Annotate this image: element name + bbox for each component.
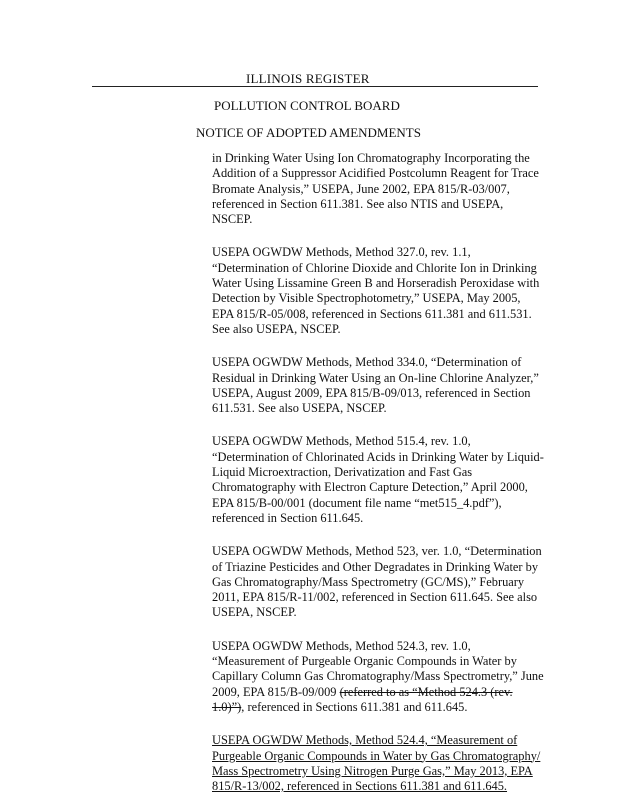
text-line: 611.531. See also USEPA, NSCEP. — [212, 401, 387, 416]
reference-paragraph-3 — [212, 355, 542, 416]
text-line: in Drinking Water Using Ion Chromatography Incorporating the — [212, 151, 530, 165]
text-segment: 2009, EPA 815/B-09/009 — [212, 684, 340, 699]
text-line: USEPA OGWDW Methods, Method 524.3, rev. 1.0, — [212, 638, 471, 653]
reference-paragraph-1 — [212, 151, 542, 227]
inserted-text-line: Mass Spectrometry Using Nitrogen Purge Gas,” May 2013, EPA — [212, 763, 533, 778]
inserted-text-line: Purgeable Organic Compounds in Water by Gas Chromatography/ — [212, 748, 541, 763]
inserted-text-line: USEPA OGWDW Methods, Method 524.4, “Measurement of — [212, 733, 518, 748]
text-line: referenced in Section 611.381. See also NTIS and USEPA, — [212, 196, 504, 211]
text-line: Residual in Drinking Water Using an On-line Chlorine Analyzer,” — [212, 370, 539, 385]
text-line: Chromatography with Electron Capture Detection,” April 2000, — [212, 480, 528, 495]
text-line: Water Using Lissamine Green B and Horseradish Peroxidase with — [212, 276, 540, 291]
reference-paragraph-6 — [212, 639, 542, 715]
text-line: Capillary Column Gas Chromatography/Mass Spectrometry,” June — [212, 669, 544, 684]
text-segment: , referenced in Sections 611.381 and 611.645. — [241, 699, 468, 714]
deleted-text: (referred to as “Method 524.3 (rev. — [339, 684, 513, 699]
document-body — [212, 151, 542, 812]
notice-title: NOTICE OF ADOPTED AMENDMENTS — [196, 125, 421, 140]
text-line: EPA 815/R-05/008, referenced in Sections 611.381 and 611.531. — [212, 306, 532, 321]
text-line: Liquid Microextraction, Derivatization and Fast Gas — [212, 465, 473, 480]
text-line — [212, 685, 542, 700]
text-line: NSCEP. — [212, 212, 253, 227]
text-line: “Determination of Chlorine Dioxide and Chlorite Ion in Drinking — [212, 260, 537, 275]
inserted-text-line: 815/R-13/002, referenced in Sections 611.381 and 611.645. — [212, 779, 508, 794]
header-rule-left — [92, 86, 247, 87]
text-line: Addition of a Suppressor Acidified Postcolumn Reagent for Trace — [212, 166, 539, 181]
text-line: USEPA, NSCEP. — [212, 605, 297, 620]
text-line — [212, 700, 542, 715]
deleted-text: 1.0)”) — [212, 699, 242, 714]
text-line: referenced in Section 611.645. — [212, 510, 364, 525]
text-line: USEPA OGWDW Methods, Method 334.0, “Determination of — [212, 355, 522, 370]
text-line: USEPA OGWDW Methods, Method 523, ver. 1.0, “Determination — [212, 544, 542, 559]
text-line: USEPA OGWDW Methods, Method 327.0, rev. 1.1, — [212, 245, 471, 260]
text-line: USEPA OGWDW Methods, Method 515.4, rev. 1.0, — [212, 434, 471, 449]
text-line: “Determination of Chlorinated Acids in Drinking Water by Liquid- — [212, 449, 544, 464]
reference-paragraph-2 — [212, 245, 542, 337]
text-line: 2011, EPA 815/R-11/002, referenced in Section 611.645. See also — [212, 590, 538, 605]
text-line: of Triazine Pesticides and Other Degradates in Drinking Water by — [212, 559, 539, 574]
text-line: “Measurement of Purgeable Organic Compounds in Water by — [212, 654, 517, 669]
text-line: Detection by Visible Spectrophotometry,” USEPA, May 2005, — [212, 291, 521, 306]
inserted-reference-paragraph — [212, 733, 542, 794]
text-line: EPA 815/B-00/001 (document file name “met515_4.pdf”), — [212, 495, 502, 510]
text-line: USEPA, August 2009, EPA 815/B-09/013, referenced in Section — [212, 385, 531, 400]
text-line: Gas Chromatography/Mass Spectrometry (GC/MS),” February — [212, 574, 525, 589]
reference-paragraph-4 — [212, 434, 542, 526]
board-title: POLLUTION CONTROL BOARD — [214, 98, 400, 113]
reference-paragraph-5 — [212, 544, 542, 620]
text-line: See also USEPA, NSCEP. — [212, 321, 341, 336]
text-line: Bromate Analysis,” USEPA, June 2002, EPA 815/R-03/007, — [212, 181, 510, 196]
register-title: ILLINOIS REGISTER — [246, 71, 370, 86]
